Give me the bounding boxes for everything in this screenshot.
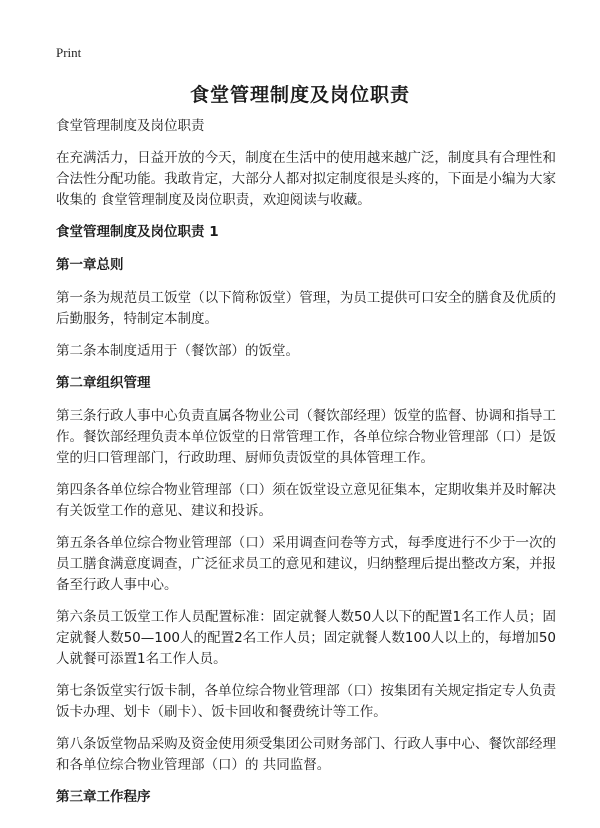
document-body <box>56 116 556 820</box>
intro-paragraph: 在充满活力，日益开放的今天，制度在生活中的使用越来越广泛，制度具有合理性和合法性分配功能。我敢肯定，大部分人都对拟定制度很是头疼的，下面是小编为大家收集的 食堂管理制度及岗位职责，欢迎阅读与收藏。 <box>56 150 556 208</box>
article-3: 第三条行政人事中心负责直属各物业公司（餐饮部经理）饭堂的监督、协调和指导工作。餐饮部经理负责本单位饭堂的日常管理工作，各单位综合物业管理部（口）是饭堂的归口管理部门，行政助理、厨师负责饭堂的具体管理工作。 <box>56 408 556 466</box>
article-8: 第八条饭堂物品采购及资金使用须受集团公司财务部门、行政人事中心、餐饮部经理和各单位综合物业管理部（口）的 共同监督。 <box>56 736 556 773</box>
chapter-2-heading: 第二章组织管理 <box>56 375 151 391</box>
print-link[interactable]: Print <box>56 45 82 60</box>
article-5: 第五条各单位综合物业管理部（口）采用调查问卷等方式，每季度进行不少于一次的员工膳食满意度调查，广泛征求员工的意见和建议，归纳整理后提出整改方案，并报备至行政人事中心。 <box>56 535 556 593</box>
article-1: 第一条为规范员工饭堂（以下简称饭堂）管理，为员工提供可口安全的膳食及优质的后勤服务，特制定本制度。 <box>56 290 556 327</box>
document-title: 食堂管理制度及岗位职责 <box>189 84 410 106</box>
article-4: 第四条各单位综合物业管理部（口）须在饭堂设立意见征集本，定期收集并及时解决有关饭堂工作的意见、建议和投诉。 <box>56 482 556 519</box>
chapter-1-heading: 第一章总则 <box>56 257 124 273</box>
chapter-3-heading: 第三章工作程序 <box>56 789 151 805</box>
document-subtitle: 食堂管理制度及岗位职责 <box>56 118 205 134</box>
article-6: 第六条员工饭堂工作人员配置标准：固定就餐人数50人以下的配置1名工作人员；固定就餐人数50—100人的配置2名工作人员；固定就餐人数100人以上的，每增加50人就餐可添置1名工作人员。 <box>56 609 556 667</box>
section-heading: 食堂管理制度及岗位职责 1 <box>56 224 219 240</box>
article-7: 第七条饭堂实行饭卡制，各单位综合物业管理部（口）按集团有关规定指定专人负责饭卡办理、划卡（刷卡）、饭卡回收和餐费统计等工作。 <box>56 683 556 720</box>
article-2: 第二条本制度适用于（餐饮部）的饭堂。 <box>56 343 299 359</box>
